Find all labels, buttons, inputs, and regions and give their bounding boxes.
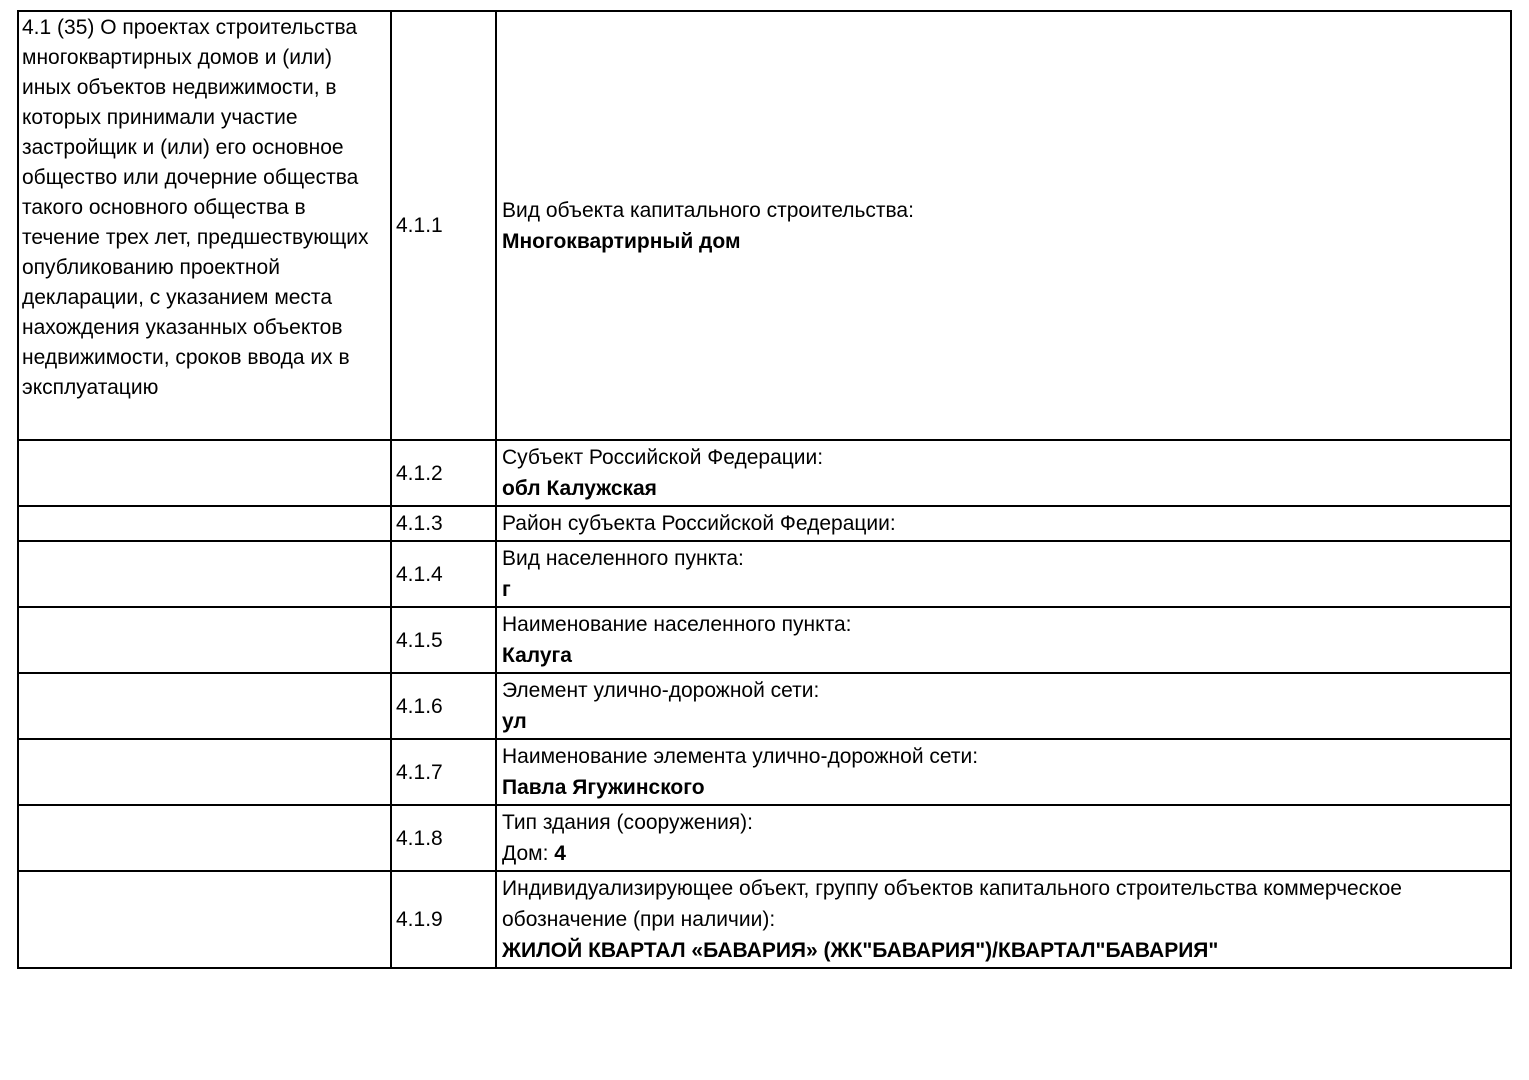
table-row-4-1-1 xyxy=(18,11,1511,440)
table-row-4-1-6 xyxy=(18,673,1511,739)
empty-cell xyxy=(18,440,391,506)
field-value: Многоквартирный дом xyxy=(502,229,741,253)
table-row-4-1-4 xyxy=(18,541,1511,607)
table-row-4-1-8 xyxy=(18,805,1511,871)
table-row-4-1-7 xyxy=(18,739,1511,805)
field-label: Вид объекта капитального строительства: xyxy=(502,198,914,222)
field-cell xyxy=(496,11,1511,440)
field-value: обл Калужская xyxy=(502,477,657,500)
row-code: 4.1.5 xyxy=(391,607,496,673)
field-value: г xyxy=(502,578,511,601)
field-cell xyxy=(496,541,1511,607)
empty-cell xyxy=(18,805,391,871)
field-cell xyxy=(496,506,1511,541)
empty-cell xyxy=(18,871,391,968)
field-value-prefix: Дом: xyxy=(502,842,555,865)
empty-cell xyxy=(18,739,391,805)
field-value: Павла Ягужинского xyxy=(502,776,705,799)
field-cell xyxy=(496,673,1511,739)
field-valueline xyxy=(502,640,1502,671)
field-label: Вид населенного пункта: xyxy=(502,547,744,570)
field-valueline xyxy=(502,935,1502,966)
empty-cell xyxy=(18,673,391,739)
row-code: 4.1.9 xyxy=(391,871,496,968)
field-value: Калуга xyxy=(502,644,572,667)
row-code: 4.1.6 xyxy=(391,673,496,739)
row-code: 4.1.1 xyxy=(391,11,496,440)
field-valueline xyxy=(502,706,1502,737)
field-valueline xyxy=(502,574,1502,605)
field-label: Район субъекта Российской Федерации: xyxy=(502,512,896,535)
field-label: Наименование населенного пункта: xyxy=(502,613,852,636)
field-cell xyxy=(496,607,1511,673)
table-row-4-1-3 xyxy=(18,506,1511,541)
field-value: 4 xyxy=(554,842,566,865)
table-row-4-1-2 xyxy=(18,440,1511,506)
field-valueline xyxy=(502,473,1502,504)
row-code: 4.1.3 xyxy=(391,506,496,541)
field-label: Индивидуализирующее объект, группу объектов капитального строительства коммерческое обозначение (при наличии): xyxy=(502,877,1402,931)
row-code: 4.1.8 xyxy=(391,805,496,871)
project-declaration-table xyxy=(17,10,1512,969)
row-code: 4.1.7 xyxy=(391,739,496,805)
empty-cell xyxy=(18,607,391,673)
row-code: 4.1.2 xyxy=(391,440,496,506)
empty-cell xyxy=(18,506,391,541)
table-row-4-1-9 xyxy=(18,871,1511,968)
field-cell xyxy=(496,805,1511,871)
field-valueline xyxy=(502,772,1502,803)
section-description: 4.1 (35) О проектах строительства многоквартирных домов и (или) иных объектов недвижимости, в которых принимали участие застройщик и (или) его основное общество или дочерние общества такого основного общества в течение трех лет, предшествующих опубликованию проектной декларации, с указанием места нахождения указанных объектов недвижимости, сроков ввода их в эксплуатацию xyxy=(18,11,391,440)
field-label: Тип здания (сооружения): xyxy=(502,811,753,834)
table-row-4-1-5 xyxy=(18,607,1511,673)
field-value: ул xyxy=(502,710,527,733)
field-cell xyxy=(496,871,1511,968)
field-cell xyxy=(496,739,1511,805)
empty-cell xyxy=(18,541,391,607)
field-cell xyxy=(496,440,1511,506)
field-label: Наименование элемента улично-дорожной сети: xyxy=(502,745,979,768)
field-label: Элемент улично-дорожной сети: xyxy=(502,679,820,702)
row-code: 4.1.4 xyxy=(391,541,496,607)
field-valueline xyxy=(502,226,1502,257)
field-label: Субъект Российской Федерации: xyxy=(502,446,824,469)
field-value: ЖИЛОЙ КВАРТАЛ «БАВАРИЯ» (ЖК"БАВАРИЯ")/КВАРТАЛ"БАВАРИЯ" xyxy=(502,939,1219,962)
field-valueline xyxy=(502,838,1502,869)
